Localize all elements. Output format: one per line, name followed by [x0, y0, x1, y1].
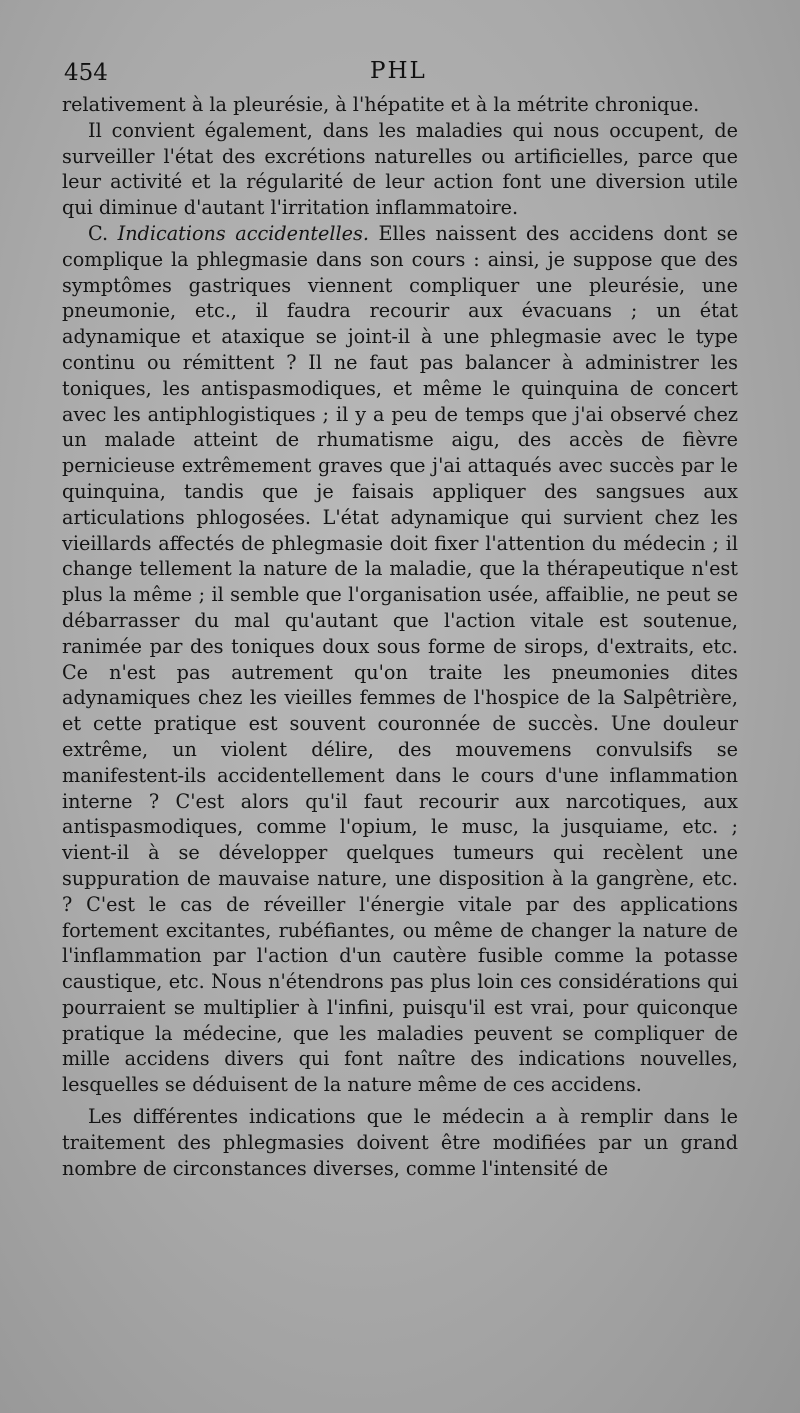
section-text: Elles naissent des accidens dont se complique la phlegmasie dans son cours : ainsi, je suppose que des symptômes gastriques viennent compliquer une pleurésie, une pneumonie, etc., il faudra recourir aux évacuans ; un état adynamique et ataxique se joint-il à une phlegmasie avec le type continu ou rémittent ? Il ne faut pas balancer à administrer les toniques, les antispasmodiques, et même le quinquina de concert avec les antiphlogistiques ; il y a peu de temps que j'ai observé chez un malade atteint de rhumatisme aigu, des accès de fièvre pernicieuse extrêmement graves que j'ai attaqués avec succès par le quinquina, tandis que je faisais appliquer des sangsues aux articulations phlogosées. L'état adynamique qui survient chez les vieillards affectés de phlegmasie doit fixer l'attention du médecin ; il change tellement la nature de la maladie, que la thérapeutique n'est plus la même ; il semble que l'organisation usée, affaiblie, ne peut se débarrasser du mal qu'autant que l'action vitale est soutenue, ranimée par des toniques doux sous forme de sirops, d'extraits, etc. Ce n'est pas autrement qu'on traite les pneumonies dites adynamiques chez les vieilles femmes de l'hospice de la Salpêtrière, et cette pratique est souvent couronnée de succès. Une douleur extrême, un violent délire, des mouvemens convulsifs se manifestent-ils accidentellement dans le cours d'une inflammation interne ? C'est alors qu'il faut recourir aux narcotiques, aux antispasmodiques, comme l'opium, le musc, la jusquiame, etc. ; vient-il à se développer quelques tumeurs qui recèlent une suppuration de mauvaise nature, une disposition à la gangrène, etc. ? C'est le cas de réveiller l'énergie vitale par des applications fortement excitantes, rubéfiantes, ou même de changer la nature de l'inflammation par l'action d'un cautère fusible comme la potasse caustique, etc. Nous n'étendrons pas plus loin ces considérations qui pourraient se multiplier à l'infini, puisqu'il est vrai, pour quiconque pratique la médecine, que les maladies peuvent se compliquer de mille accidens divers qui font naître des indications nouvelles, lesquelles se déduisent de la nature même de ces accidens. — [62, 221, 738, 1097]
paragraph-continuation: relativement à la pleurésie, à l'hépatite et à la métrite chronique. — [62, 93, 700, 116]
body-text — [62, 92, 738, 1181]
running-title: PHL — [370, 58, 427, 84]
running-head — [64, 56, 740, 92]
page-number: 454 — [64, 60, 108, 86]
section-heading: Indications accidentelles. — [117, 221, 369, 245]
paragraph-different-indications: Les différentes indications que le médecin a à remplir dans le traitement des phlegmasies doivent être modifiées par un grand nombre de circonstances diverses, comme l'intensité de — [62, 1105, 738, 1180]
section-letter: C. — [88, 221, 109, 245]
paragraph-accidental-indications — [62, 221, 738, 1098]
paragraph-excretions: Il convient également, dans les maladies qui nous occupent, de surveiller l'état des excrétions naturelles ou artificielles, parce que leur activité et la régularité de leur action font une diversion utile qui diminue d'autant l'irritation inflammatoire. — [62, 118, 738, 220]
